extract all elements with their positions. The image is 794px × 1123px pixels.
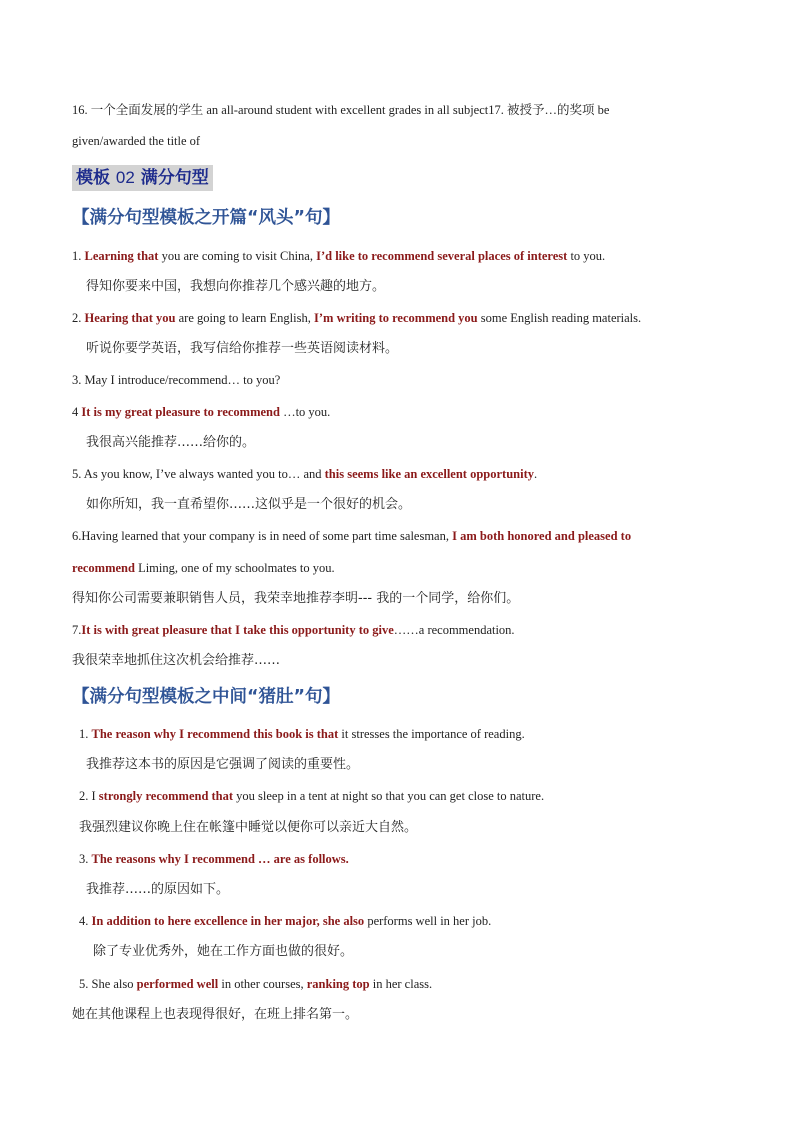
middle-translation-4: 除了专业优秀外，她在工作方面也做的很好。 bbox=[93, 944, 354, 959]
opening-translation-5: 如你所知，我一直希望你……这似乎是一个很好的机会。 bbox=[86, 497, 412, 512]
opening-translation-6: 得知你公司需要兼职销售人员，我荣幸地推荐李明--- 我的一个同学，给你们。 bbox=[72, 591, 520, 606]
opening-translation-4: 我很高兴能推荐……给你的。 bbox=[86, 435, 256, 450]
intro-line-2: given/awarded the title of bbox=[72, 134, 201, 148]
middle-translation-2: 我强烈建议你晚上住在帐篷中睡觉以便你可以亲近大自然。 bbox=[79, 820, 418, 835]
opening-sentence-5: 5. As you know, I’ve always wanted you to… and this seems like an excellent opportunity. bbox=[72, 467, 538, 481]
intro-line-1: 16. 一个全面发展的学生 an all-around student with excellent grades in all subject17. 被授予…的奖项 be bbox=[72, 103, 610, 117]
template-tag-title: 满分句型 bbox=[140, 168, 209, 188]
template-tag bbox=[72, 165, 213, 191]
middle-sentence-3: 3. The reasons why I recommend … are as follows. bbox=[79, 852, 349, 866]
opening-sentence-6: 6.Having learned that your company is in need of some part time salesman, I am both honored and pleased to bbox=[72, 529, 632, 543]
opening-sentence-4: 4 It is my great pleasure to recommend …to you. bbox=[72, 405, 331, 419]
middle-sentence-1: 1. The reason why I recommend this book is that it stresses the importance of reading. bbox=[79, 727, 525, 741]
middle-sentence-5: 5. She also performed well in other courses, ranking top in her class. bbox=[79, 977, 433, 991]
opening-translation-7: 我很荣幸地抓住这次机会给推荐…… bbox=[72, 653, 281, 668]
opening-sentence-3: 3. May I introduce/recommend… to you? bbox=[72, 373, 281, 387]
middle-sentence-4: 4. In addition to here excellence in her major, she also performs well in her job. bbox=[79, 914, 492, 928]
opening-sentence-1: 1. Learning that you are coming to visit China, I’d like to recommend several places of interest to you. bbox=[72, 249, 606, 263]
opening-sentence-6-cont: recommend Liming, one of my schoolmates to you. bbox=[72, 561, 335, 575]
opening-sentence-2: 2. Hearing that you are going to learn English, I’m writing to recommend you some English reading materials. bbox=[72, 311, 642, 325]
section-heading-middle: 【满分句型模板之中间“猪肚”句】 bbox=[72, 687, 341, 707]
section-heading-opening: 【满分句型模板之开篇“风头”句】 bbox=[72, 208, 341, 228]
middle-translation-3: 我推荐……的原因如下。 bbox=[86, 882, 230, 897]
template-tag-number: 02 bbox=[115, 168, 135, 187]
template-tag-prefix: 模板 bbox=[76, 168, 110, 188]
middle-translation-5: 她在其他课程上也表现得很好，在班上排名第一。 bbox=[72, 1007, 359, 1022]
middle-translation-1: 我推荐这本书的原因是它强调了阅读的重要性。 bbox=[86, 757, 360, 772]
middle-sentence-2: 2. I strongly recommend that you sleep in a tent at night so that you can get close to nature. bbox=[79, 789, 545, 803]
opening-translation-1: 得知你要来中国，我想向你推荐几个感兴趣的地方。 bbox=[86, 279, 386, 294]
opening-sentence-7: 7.It is with great pleasure that I take this opportunity to give……a recommendation. bbox=[72, 623, 515, 637]
opening-translation-2: 听说你要学英语，我写信给你推荐一些英语阅读材料。 bbox=[86, 341, 399, 356]
